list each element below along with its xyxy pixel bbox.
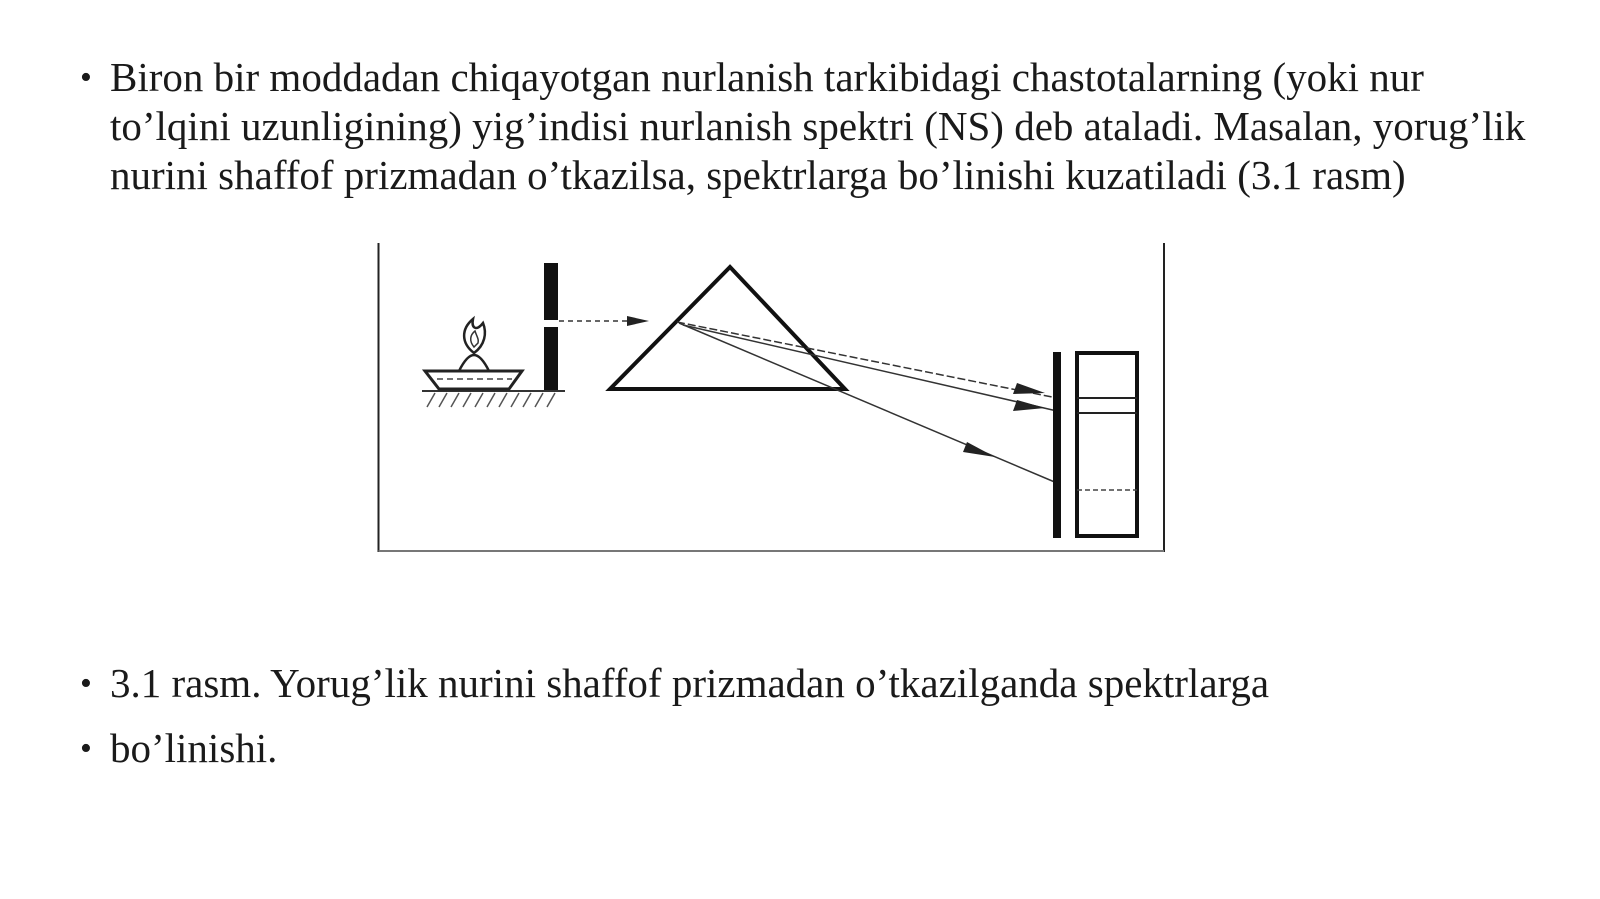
flame-lamp-icon xyxy=(422,319,565,407)
prism-icon xyxy=(610,267,845,389)
caption-text-line-2: bo’linishi. xyxy=(110,725,278,771)
bullet-dot: • xyxy=(80,665,92,702)
bullet-item xyxy=(80,53,1540,200)
caption-bullet-list xyxy=(80,659,1540,789)
bullet-item xyxy=(80,659,1540,724)
spectrum-screen-icon xyxy=(1053,352,1137,538)
bullet-text-definition: Biron bir moddadan chiqayotgan nurlanish tarkibidagi chastotalarning (yoki nur to’lqini uzunligining) yig’indisi nurlanish spektri (NS) deb ataladi. Masalan, yorug’lik nurini shaffof prizmadan o’tkazilsa, spektrlarga bo’linishi kuzatiladi (3.1 rasm) xyxy=(110,54,1526,198)
bullet-dot: • xyxy=(80,730,92,767)
caption-text-line-1: 3.1 rasm. Yorug’lik nurini shaffof prizmadan o’tkazilganda spektrlarga xyxy=(110,660,1270,706)
slit-screen-icon xyxy=(544,263,558,390)
bullet-item xyxy=(80,724,1540,789)
prism-spectrum-figure xyxy=(377,243,1168,553)
main-bullet-list xyxy=(80,53,1540,200)
bullet-dot: • xyxy=(80,59,92,96)
